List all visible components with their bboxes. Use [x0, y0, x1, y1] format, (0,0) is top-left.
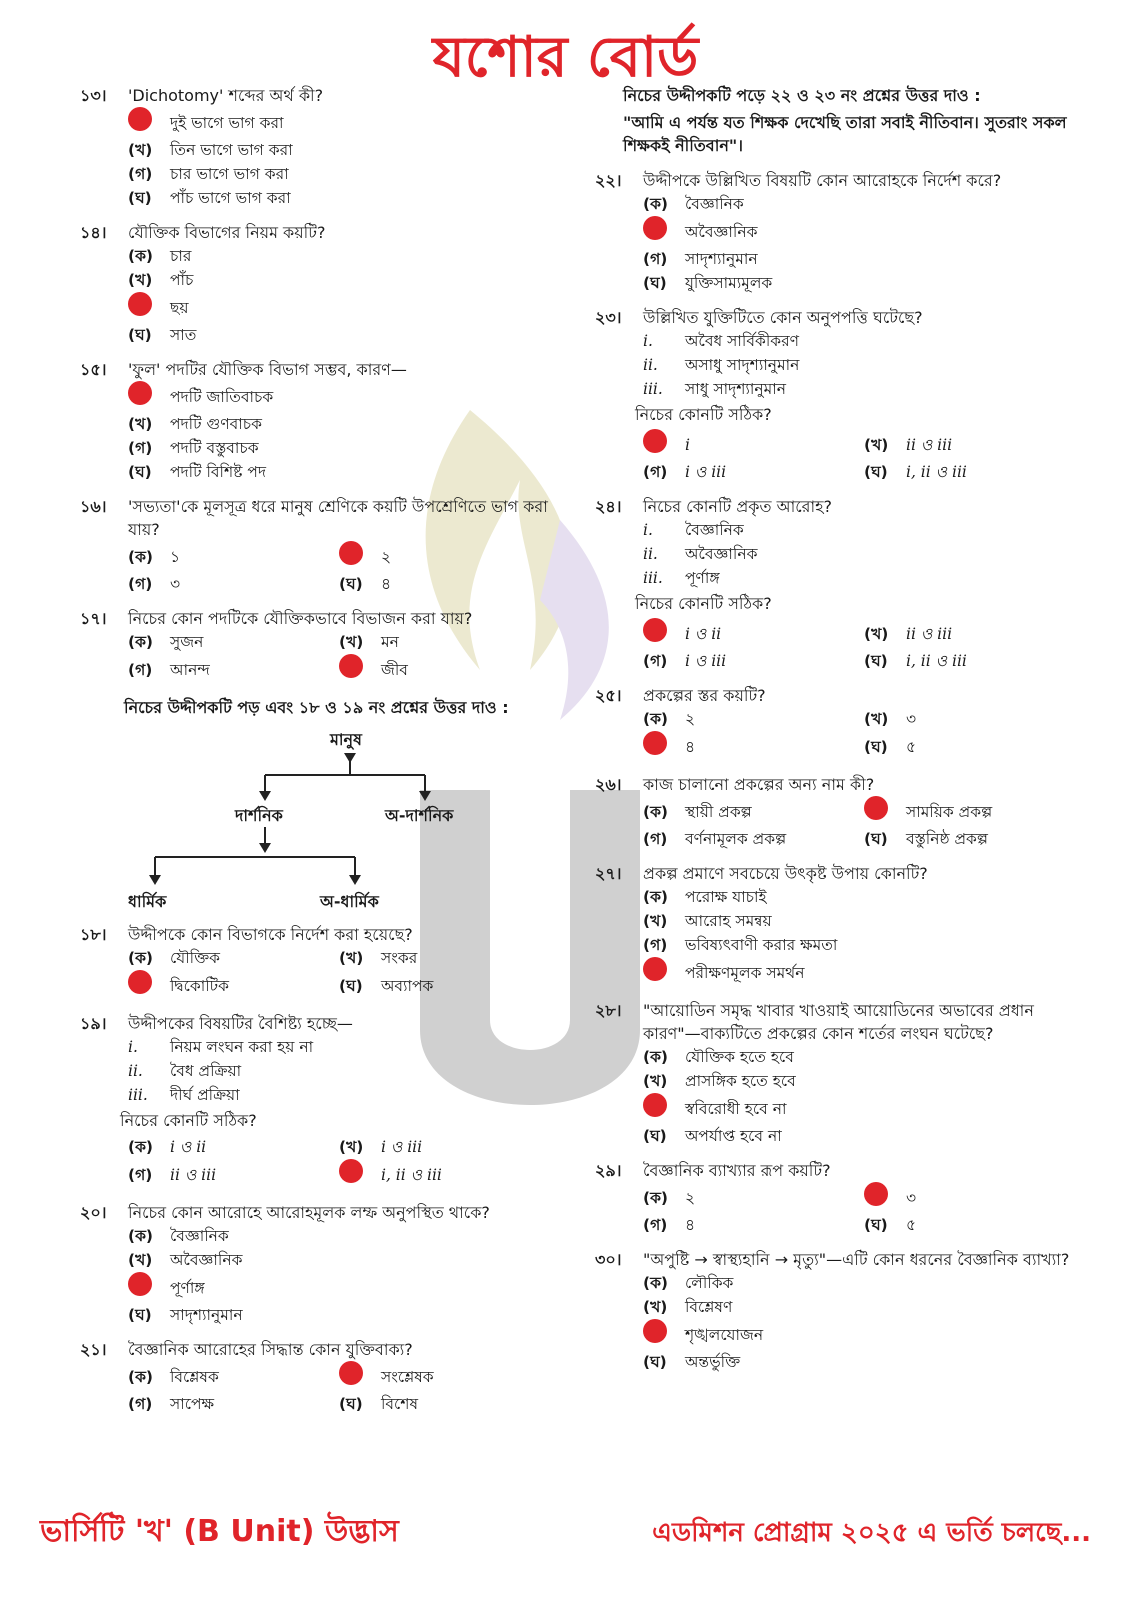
question-28: [595, 999, 1085, 1148]
question-text: নিচের কোন আরোহে আরোহমূলক লম্ফ অনুপস্থিত থাকে?: [128, 1203, 490, 1222]
question-text: 'ফুল' পদটির যৌক্তিক বিভাগ সম্ভব, কারণ—: [128, 360, 407, 379]
option: (ঘ) বিশেষ: [339, 1395, 419, 1413]
question-text: কাজ চালানো প্রকল্পের অন্য নাম কী?: [643, 775, 875, 794]
option: (গ) আনন্দ: [128, 660, 210, 679]
option: (ক) সুজন: [128, 633, 204, 651]
option: (ঘ) সাদৃশ্যানুমান: [128, 1306, 243, 1324]
option: (ক) বৈজ্ঞানিক: [128, 1227, 229, 1245]
which-correct-prompt: নিচের কোনটি সঠিক?: [635, 405, 772, 424]
option: (ক) পরোক্ষ যাচাই: [643, 888, 767, 906]
option-answer: পরীক্ষণমূলক সমর্থন: [643, 957, 1085, 988]
option: (ঘ) অপর্যাপ্ত হবে না: [643, 1127, 782, 1145]
question-text: 'Dichotomy' শব্দের অর্থ কী?: [128, 86, 324, 105]
statement-item: ii. বৈধ প্রক্রিয়া: [128, 1062, 242, 1080]
question-27: [595, 862, 1085, 988]
option: (খ) সংকর: [339, 949, 418, 967]
answer-marker-icon: [339, 1159, 363, 1183]
left-column: [80, 84, 550, 1427]
stimulus-instruction: নিচের উদ্দীপকটি পড় এবং ১৮ ও ১৯ নং প্রশ্নের উত্তর দাও :: [124, 698, 509, 717]
option-answer: i ও ii: [643, 618, 864, 649]
question-text: উল্লিখিত যুক্তিটিতে কোন অনুপপত্তি ঘটেছে?: [643, 308, 923, 327]
option: (ঘ) সাত: [128, 326, 197, 344]
question-number: ১৭।: [80, 609, 107, 628]
option: (খ) i ও iii: [339, 1138, 423, 1156]
which-correct-prompt: নিচের কোনটি সঠিক?: [120, 1111, 257, 1130]
question-21: [80, 1338, 550, 1416]
option: (খ) আরোহ সমন্বয়: [643, 912, 772, 930]
answer-marker-icon: [643, 1093, 667, 1117]
option-answer: সংশ্লেষক: [339, 1361, 550, 1392]
option: (গ) পদটি বস্তুবাচক: [128, 439, 259, 457]
option: (খ) মন: [339, 633, 399, 651]
footer-brand: ভার্সিটি 'খ' (B Unit) উদ্ভাস: [40, 1514, 399, 1549]
option: (ক) i ও ii: [128, 1138, 207, 1156]
question-number: ২৫।: [595, 686, 622, 705]
question-number: ২৭।: [595, 864, 622, 883]
question-number: ২৬।: [595, 775, 622, 794]
option: (ক) ২: [643, 1188, 696, 1207]
question-26: [595, 773, 1085, 851]
classification-tree-diagram: [80, 723, 550, 915]
question-number: ২৪।: [595, 497, 622, 516]
question-number: ২৯।: [595, 1161, 622, 1180]
answer-marker-icon: [128, 970, 152, 994]
tree-node-philosopher: দার্শনিক: [235, 806, 283, 825]
option: (খ) পাঁচ: [128, 271, 194, 289]
answer-marker-icon: [339, 654, 363, 678]
statement-item: ii. অবৈজ্ঞানিক: [643, 545, 758, 563]
option: (খ) ii ও iii: [864, 435, 953, 454]
option: (গ) চার ভাগে ভাগ করা: [128, 165, 289, 183]
question-text: উদ্দীপকে কোন বিভাগকে নির্দেশ করা হয়েছে?: [128, 925, 413, 944]
question-number: ১৯।: [80, 1014, 107, 1033]
question-text: নিচের কোনটি প্রকৃত আরোহ?: [643, 497, 832, 516]
question-30: [595, 1248, 1085, 1374]
option: (ক) বৈজ্ঞানিক: [643, 195, 744, 213]
question-number: ১৬।: [80, 497, 107, 516]
option-answer: দ্বিকোটিক: [128, 970, 339, 1001]
option: (ক) চার: [128, 247, 192, 265]
option: (খ) পদটি গুণবাচক: [128, 415, 262, 433]
option: (ক) লৌকিক: [643, 1274, 734, 1292]
question-number: ২১।: [80, 1340, 107, 1359]
which-correct-prompt: নিচের কোনটি সঠিক?: [635, 594, 772, 613]
question-15: [80, 358, 550, 484]
answer-marker-icon: [864, 1182, 888, 1206]
answer-marker-icon: [128, 381, 152, 405]
statement-item: i. বৈজ্ঞানিক: [643, 521, 744, 539]
option: (ঘ) পদটি বিশিষ্ট পদ: [128, 463, 267, 481]
answer-marker-icon: [643, 429, 667, 453]
option: (ক) স্থায়ী প্রকল্প: [643, 802, 752, 821]
question-number: ২০।: [80, 1203, 107, 1222]
tree-node-non-philosopher: অ-দার্শনিক: [385, 806, 454, 825]
option-answer: দুই ভাগে ভাগ করা: [128, 107, 550, 138]
answer-marker-icon: [643, 957, 667, 981]
option: (ক) ১: [128, 547, 181, 566]
option-answer: পূর্ণাঙ্গ: [128, 1272, 550, 1303]
question-29: [595, 1159, 1085, 1237]
answer-marker-icon: [643, 731, 667, 755]
option: (ঘ) যুক্তিসাম্যমূলক: [643, 274, 773, 292]
answer-marker-icon: [128, 107, 152, 131]
option-answer: শৃঙ্খলযোজন: [643, 1319, 1085, 1350]
question-text: প্রকল্প প্রমাণে সবচেয়ে উৎকৃষ্ট উপায় কোনটি?: [643, 864, 928, 883]
option: (ঘ) অব্যাপক: [339, 976, 434, 995]
option: (ঘ) ৫: [864, 1216, 917, 1234]
question-text: "অপুষ্টি → স্বাস্থ্যহানি → মৃত্যু"—এটি কোন ধরনের বৈজ্ঞানিক ব্যাখ্যা?: [643, 1250, 1070, 1269]
option-answer: সাময়িক প্রকল্প: [864, 796, 1085, 827]
option: (গ) বর্ণনামূলক প্রকল্প: [643, 830, 787, 848]
option-answer: ছয়: [128, 292, 550, 323]
question-number: ১৩।: [80, 86, 107, 105]
question-number: ৩০।: [595, 1250, 622, 1269]
question-number: ২২।: [595, 171, 622, 190]
option-answer: পদটি জাতিবাচক: [128, 381, 550, 412]
question-14: [80, 221, 550, 347]
answer-marker-icon: [339, 541, 363, 565]
question-19: [80, 1012, 550, 1190]
question-24: [595, 495, 1085, 673]
question-18: [80, 923, 550, 1001]
answer-marker-icon: [643, 1319, 667, 1343]
tree-node-religious: ধার্মিক: [128, 892, 167, 911]
right-column: [595, 84, 1085, 1385]
question-text: 'সভ্যতা'কে মূলসূত্র ধরে মানুষ শ্রেণিকে কয়টি উপশ্রেণিতে ভাগ করা যায়?: [128, 497, 548, 539]
answer-marker-icon: [643, 216, 667, 240]
statement-item: i. অবৈধ সার্বিকীকরণ: [643, 332, 799, 350]
question-number: ১৫।: [80, 360, 107, 379]
option: (গ) ii ও iii: [128, 1165, 217, 1184]
option: (ঘ) ৫: [864, 737, 917, 756]
option: (খ) ii ও iii: [864, 624, 953, 643]
option: (ক) বিশ্লেষক: [128, 1367, 219, 1386]
option: (ঘ) i, ii ও iii: [864, 652, 967, 670]
stimulus-instruction: নিচের উদ্দীপকটি পড়ে ২২ ও ২৩ নং প্রশ্নের উত্তর দাও :: [623, 86, 981, 105]
option-answer: অবৈজ্ঞানিক: [643, 216, 1085, 247]
question-25: [595, 684, 1085, 762]
tree-connectors: [80, 723, 550, 915]
option: (গ) i ও iii: [643, 652, 727, 670]
option-answer: স্ববিরোধী হবে না: [643, 1093, 1085, 1124]
statement-item: iii. সাধু সাদৃশ্যানুমান: [643, 380, 786, 398]
option: (গ) ভবিষ্যৎবাণী করার ক্ষমতা: [643, 936, 838, 954]
question-16: [80, 495, 550, 596]
option-answer: ২: [339, 541, 550, 572]
answer-marker-icon: [128, 1272, 152, 1296]
statement-item: iii. পূর্ণাঙ্গ: [643, 569, 720, 587]
option: (খ) অবৈজ্ঞানিক: [128, 1251, 243, 1269]
question-22: [595, 169, 1085, 295]
question-text: নিচের কোন পদটিকে যৌক্তিকভাবে বিভাজন করা যায়?: [128, 609, 473, 628]
question-number: ১৪।: [80, 223, 107, 242]
option: (গ) সাপেক্ষ: [128, 1395, 215, 1413]
answer-marker-icon: [339, 1361, 363, 1385]
question-text: "আয়োডিন সমৃদ্ধ খাবার খাওয়াই আয়োডিনের অভাবের প্রধান কারণ"—বাক্যটিতে প্রকল্পের কোন শর্তের লংঘন ঘটেছে?: [643, 1001, 1034, 1043]
answer-marker-icon: [864, 796, 888, 820]
option: (গ) i ও iii: [643, 463, 727, 481]
statement-item: iii. দীর্ঘ প্রক্রিয়া: [128, 1086, 240, 1104]
question-13: [80, 84, 550, 210]
question-text: প্রকল্পের স্তর কয়টি?: [643, 686, 766, 705]
question-20: [80, 1201, 550, 1327]
option: (খ) ৩: [864, 710, 917, 728]
page-title: যশোর বোর্ড: [432, 25, 699, 90]
option: (ঘ) বস্তুনিষ্ঠ প্রকল্প: [864, 830, 988, 848]
option: (গ) ৪: [643, 1216, 696, 1234]
option-answer: i, ii ও iii: [339, 1159, 550, 1190]
option: (খ) প্রাসঙ্গিক হতে হবে: [643, 1072, 796, 1090]
stimulus-quote: "আমি এ পর্যন্ত যত শিক্ষক দেখেছি তারা সবাই নীতিবান। সুতরাং সকল শিক্ষকই নীতিবান"।: [623, 113, 1067, 155]
question-text: উদ্দীপকের বিষয়টির বৈশিষ্ট্য হচ্ছে—: [128, 1014, 353, 1033]
option: (ক) ২: [643, 710, 696, 728]
option: (ঘ) ৪: [339, 575, 392, 593]
option-answer: জীব: [339, 654, 550, 685]
question-text: উদ্দীপকে উল্লিখিত বিষয়টি কোন আরোহকে নির্দেশ করে?: [643, 171, 1002, 190]
option: (ঘ) অন্তর্ভুক্তি: [643, 1353, 741, 1371]
statement-item: i. নিয়ম লংঘন করা হয় না: [128, 1038, 314, 1056]
option: (ক) যৌক্তিক হতে হবে: [643, 1048, 794, 1066]
option-answer: ৩: [864, 1182, 1085, 1213]
question-number: ২৮।: [595, 1001, 622, 1020]
question-17: [80, 607, 550, 685]
answer-marker-icon: [128, 292, 152, 316]
tree-node-non-religious: অ-ধার্মিক: [320, 892, 379, 911]
tree-node-root: মানুষ: [330, 730, 362, 749]
footer-admission-banner: এডমিশন প্রোগ্রাম ২০২৫ এ ভর্তি চলছে...: [652, 1518, 1091, 1548]
option: (গ) ৩: [128, 575, 181, 593]
option: (খ) তিন ভাগে ভাগ করা: [128, 141, 293, 159]
question-number: ২৩।: [595, 308, 622, 327]
answer-marker-icon: [643, 618, 667, 642]
question-text: বৈজ্ঞানিক আরোহের সিদ্ধান্ত কোন যুক্তিবাক্য?: [128, 1340, 413, 1359]
statement-item: ii. অসাধু সাদৃশ্যানুমান: [643, 356, 800, 374]
option-answer: i: [643, 429, 864, 460]
option: (ঘ) i, ii ও iii: [864, 463, 967, 481]
option-answer: ৪: [643, 731, 864, 762]
option: (গ) সাদৃশ্যানুমান: [643, 250, 758, 268]
question-23: [595, 306, 1085, 484]
question-text: যৌক্তিক বিভাগের নিয়ম কয়টি?: [128, 223, 326, 242]
question-text: বৈজ্ঞানিক ব্যাখ্যার রূপ কয়টি?: [643, 1161, 831, 1180]
question-number: ১৮।: [80, 925, 107, 944]
option: (ক) যৌক্তিক: [128, 949, 220, 967]
option: (খ) বিশ্লেষণ: [643, 1298, 733, 1316]
option: (ঘ) পাঁচ ভাগে ভাগ করা: [128, 189, 291, 207]
